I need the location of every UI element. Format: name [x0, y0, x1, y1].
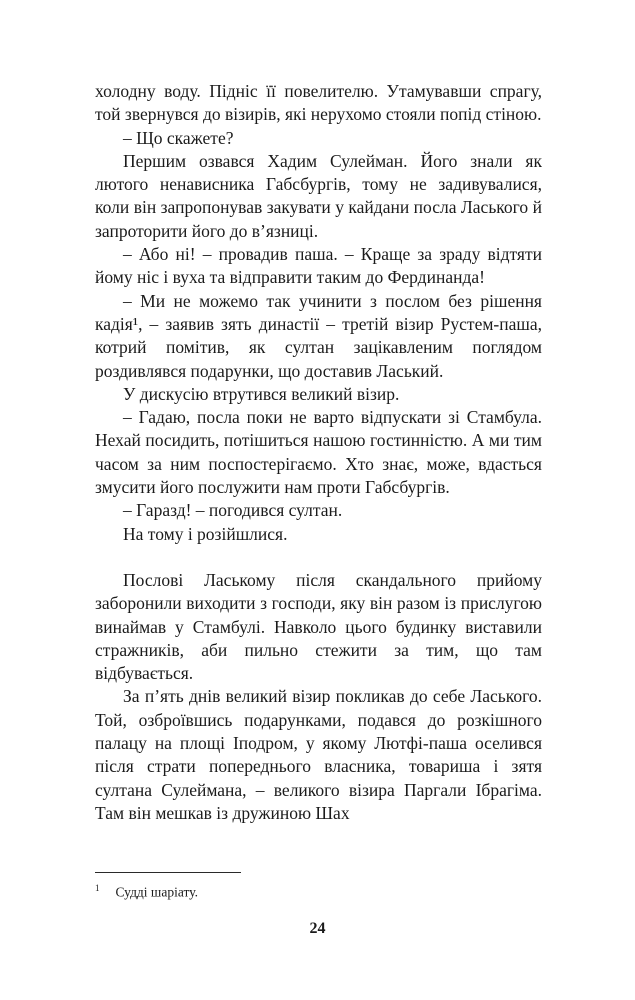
page-number: 24: [309, 920, 326, 937]
paragraph: На тому і розійшлися.: [123, 523, 288, 544]
paragraph: Послові Лаському після скандального прийому заборонили виходити з господи, яку він разом із прислугою винаймав у Стамбулі. Навколо цього будинку виставили стражників, аби пильно стежити за тим, що там відбувається.: [95, 569, 542, 684]
paragraph: – Що скажете?: [123, 127, 234, 148]
footnote-block: [95, 872, 542, 901]
paragraph: У дискусію втрутився великий візир.: [123, 383, 400, 404]
footnote-text: Судді шаріату.: [115, 884, 198, 900]
paragraph: холодну воду. Підніс її повелителю. Утамувавши спрагу, той звернувся до візирів, які нерухомо стояли попід стіною.: [95, 81, 542, 125]
paragraph: – Гадаю, посла поки не варто відпускати зі Стамбула. Нехай посидить, потішиться нашою гостинністю. А ми тим часом за ним поспостерігаємо. Хто знає, може, вдасться змусити його послужити нам проти Габсбургів.: [95, 407, 542, 498]
footnote-marker: 1: [95, 883, 100, 893]
body-text: [95, 80, 542, 825]
footnote: [95, 880, 542, 901]
paragraph: За п’ять днів великий візир покликав до себе Ласького. Той, озброївшись подарунками, подався до розкішного палацу на площі Іподром, у якому Лютфі-паша оселився після страти попереднього власника, товариша і зятя султана Сулеймана, – великого візира Паргали Ібрагіма. Там він мешкав із дружиною Шах: [95, 686, 542, 823]
paragraph: – Або ні! – провадив паша. – Краще за зраду відтяти йому ніс і вуха та відправити таким до Фердинанда!: [95, 244, 542, 288]
footnote-divider: [95, 872, 241, 873]
paragraph: – Ми не можемо так учинити з послом без рішення кадія¹, – заявив зять династії – третій візир Рустем-паша, котрий помітив, як султан зацікавленим поглядом роздивлявся подарунки, що доставив Ласький.: [95, 290, 542, 381]
paragraph: Першим озвався Хадим Сулейман. Його знали як лютого ненависника Габсбургів, тому не задивувалися, коли він запропонував закувати у кайдани посла Ласького й запроторити його до в’язниці.: [95, 150, 542, 241]
paragraph: – Гаразд! – погодився султан.: [123, 500, 343, 521]
